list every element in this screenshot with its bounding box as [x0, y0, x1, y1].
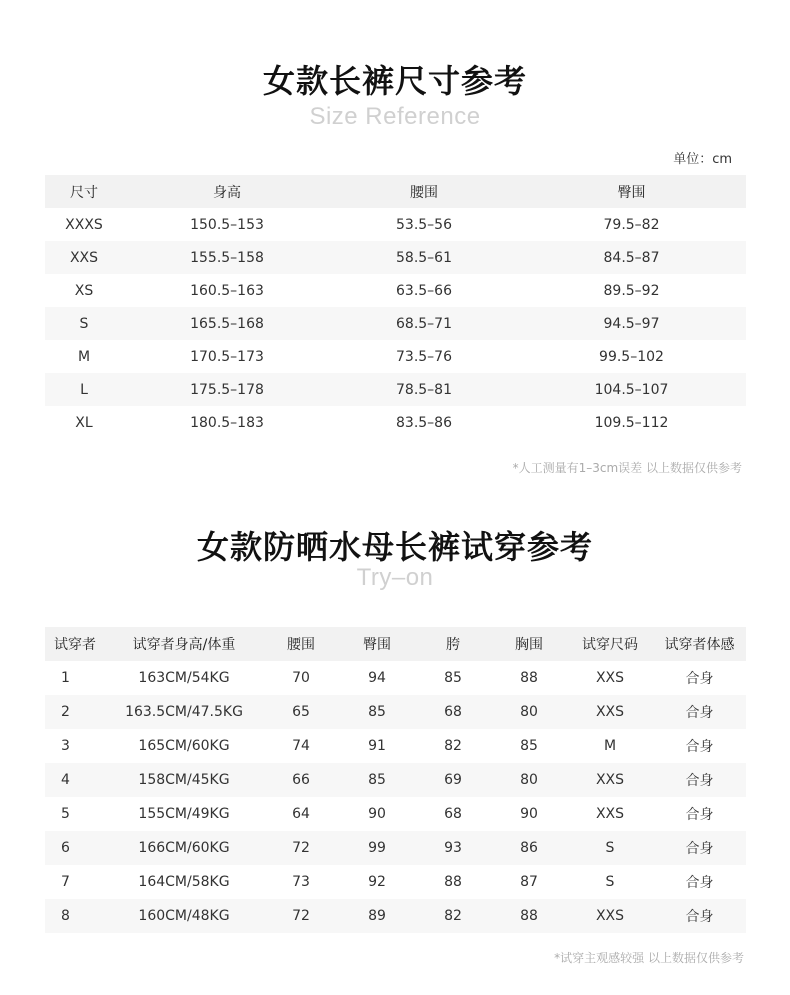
table-cell: 85: [339, 763, 415, 797]
size-header-height: 身高: [123, 175, 331, 208]
table-cell: 合身: [653, 695, 746, 729]
size-table-row: [45, 373, 746, 406]
table-cell: 88: [491, 661, 567, 695]
table-cell: 84.5–87: [517, 241, 746, 274]
size-table-row: [45, 208, 746, 241]
table-cell: XXS: [567, 661, 653, 695]
table-cell: 8: [45, 899, 105, 933]
table-cell: 104.5–107: [517, 373, 746, 406]
table-cell: 85: [415, 661, 491, 695]
size-header-hip: 臀围: [517, 175, 746, 208]
size-table-row: [45, 307, 746, 340]
size-table-row: [45, 274, 746, 307]
table-cell: 合身: [653, 899, 746, 933]
table-cell: 72: [263, 831, 339, 865]
size-table-row: [45, 406, 746, 439]
table-cell: 68: [415, 695, 491, 729]
table-cell: 164CM/58KG: [105, 865, 263, 899]
table-cell: 160.5–163: [123, 274, 331, 307]
table-cell: 68: [415, 797, 491, 831]
tryon-header-height-weight: 试穿者身高/体重: [105, 627, 263, 661]
tryon-table-row: [45, 899, 746, 933]
table-cell: 68.5–71: [331, 307, 517, 340]
table-cell: 73: [263, 865, 339, 899]
table-cell: 6: [45, 831, 105, 865]
table-cell: 79.5–82: [517, 208, 746, 241]
table-cell: 82: [415, 729, 491, 763]
table-cell: 91: [339, 729, 415, 763]
table-cell: 64: [263, 797, 339, 831]
table-cell: 87: [491, 865, 567, 899]
table-cell: 74: [263, 729, 339, 763]
tryon-header-chest: 胸围: [491, 627, 567, 661]
table-cell: 89.5–92: [517, 274, 746, 307]
size-table-row: [45, 241, 746, 274]
table-cell: 63.5–66: [331, 274, 517, 307]
table-cell: 165.5–168: [123, 307, 331, 340]
table-cell: 92: [339, 865, 415, 899]
table-cell: 150.5–153: [123, 208, 331, 241]
table-cell: XXS: [45, 241, 123, 274]
table-cell: 65: [263, 695, 339, 729]
table-cell: 163CM/54KG: [105, 661, 263, 695]
table-cell: 166CM/60KG: [105, 831, 263, 865]
tryon-section-subtitle: Try–on: [356, 564, 434, 591]
table-cell: 90: [339, 797, 415, 831]
tryon-header-size: 试穿尺码: [567, 627, 653, 661]
table-cell: L: [45, 373, 123, 406]
table-cell: 155.5–158: [123, 241, 331, 274]
size-table: [45, 175, 746, 439]
table-cell: 93: [415, 831, 491, 865]
tryon-header-tester: 试穿者: [45, 627, 105, 661]
table-cell: 88: [415, 865, 491, 899]
tryon-table-header-row: [45, 627, 746, 661]
table-cell: 85: [491, 729, 567, 763]
table-cell: 3: [45, 729, 105, 763]
table-cell: XL: [45, 406, 123, 439]
table-cell: 53.5–56: [331, 208, 517, 241]
tryon-header-crotch: 胯: [415, 627, 491, 661]
table-cell: 90: [491, 797, 567, 831]
table-cell: 78.5–81: [331, 373, 517, 406]
table-cell: 2: [45, 695, 105, 729]
table-cell: 163.5CM/47.5KG: [105, 695, 263, 729]
table-cell: 72: [263, 899, 339, 933]
table-cell: 70: [263, 661, 339, 695]
tryon-header-waist: 腰围: [263, 627, 339, 661]
table-cell: 158CM/45KG: [105, 763, 263, 797]
table-cell: XXXS: [45, 208, 123, 241]
table-cell: 66: [263, 763, 339, 797]
table-cell: XXS: [567, 763, 653, 797]
tryon-header-fit: 试穿者体感: [653, 627, 746, 661]
table-cell: 4: [45, 763, 105, 797]
size-note: *人工测量有1–3cm误差 以上数据仅供参考: [512, 461, 742, 475]
table-cell: 85: [339, 695, 415, 729]
table-cell: XXS: [567, 695, 653, 729]
table-cell: 5: [45, 797, 105, 831]
size-table-row: [45, 340, 746, 373]
table-cell: 80: [491, 695, 567, 729]
table-cell: S: [45, 307, 123, 340]
table-cell: 合身: [653, 797, 746, 831]
table-cell: 160CM/48KG: [105, 899, 263, 933]
tryon-table-row: [45, 865, 746, 899]
table-cell: 83.5–86: [331, 406, 517, 439]
tryon-table-row: [45, 729, 746, 763]
table-cell: 80: [491, 763, 567, 797]
table-cell: 合身: [653, 865, 746, 899]
size-header-waist: 腰围: [331, 175, 517, 208]
tryon-table-row: [45, 661, 746, 695]
tryon-table-row: [45, 695, 746, 729]
table-cell: 165CM/60KG: [105, 729, 263, 763]
table-cell: 99: [339, 831, 415, 865]
table-cell: XS: [45, 274, 123, 307]
table-cell: 170.5–173: [123, 340, 331, 373]
tryon-table: [45, 627, 746, 933]
table-cell: 94: [339, 661, 415, 695]
table-cell: 155CM/49KG: [105, 797, 263, 831]
table-cell: XXS: [567, 899, 653, 933]
table-cell: 合身: [653, 661, 746, 695]
tryon-note: *试穿主观感较强 以上数据仅供参考: [554, 951, 744, 965]
size-header-size: 尺寸: [45, 175, 123, 208]
table-cell: 175.5–178: [123, 373, 331, 406]
size-table-header-row: [45, 175, 746, 208]
table-cell: 58.5–61: [331, 241, 517, 274]
table-cell: 合身: [653, 831, 746, 865]
table-cell: 86: [491, 831, 567, 865]
table-cell: 88: [491, 899, 567, 933]
table-cell: S: [567, 831, 653, 865]
table-cell: 合身: [653, 763, 746, 797]
size-section-subtitle: Size Reference: [309, 103, 481, 130]
table-cell: XXS: [567, 797, 653, 831]
tryon-header-hip: 臀围: [339, 627, 415, 661]
table-cell: M: [45, 340, 123, 373]
tryon-section-title: 女款防晒水母长裤试穿参考: [196, 528, 593, 566]
unit-label: 单位：cm: [673, 152, 732, 167]
table-cell: 69: [415, 763, 491, 797]
table-cell: S: [567, 865, 653, 899]
table-cell: 7: [45, 865, 105, 899]
table-cell: 82: [415, 899, 491, 933]
table-cell: M: [567, 729, 653, 763]
tryon-table-row: [45, 831, 746, 865]
table-cell: 89: [339, 899, 415, 933]
table-cell: 73.5–76: [331, 340, 517, 373]
table-cell: 1: [45, 661, 105, 695]
tryon-table-row: [45, 763, 746, 797]
table-cell: 94.5–97: [517, 307, 746, 340]
table-cell: 180.5–183: [123, 406, 331, 439]
table-cell: 109.5–112: [517, 406, 746, 439]
table-cell: 99.5–102: [517, 340, 746, 373]
tryon-table-row: [45, 797, 746, 831]
size-section-title: 女款长裤尺寸参考: [262, 62, 527, 100]
table-cell: 合身: [653, 729, 746, 763]
